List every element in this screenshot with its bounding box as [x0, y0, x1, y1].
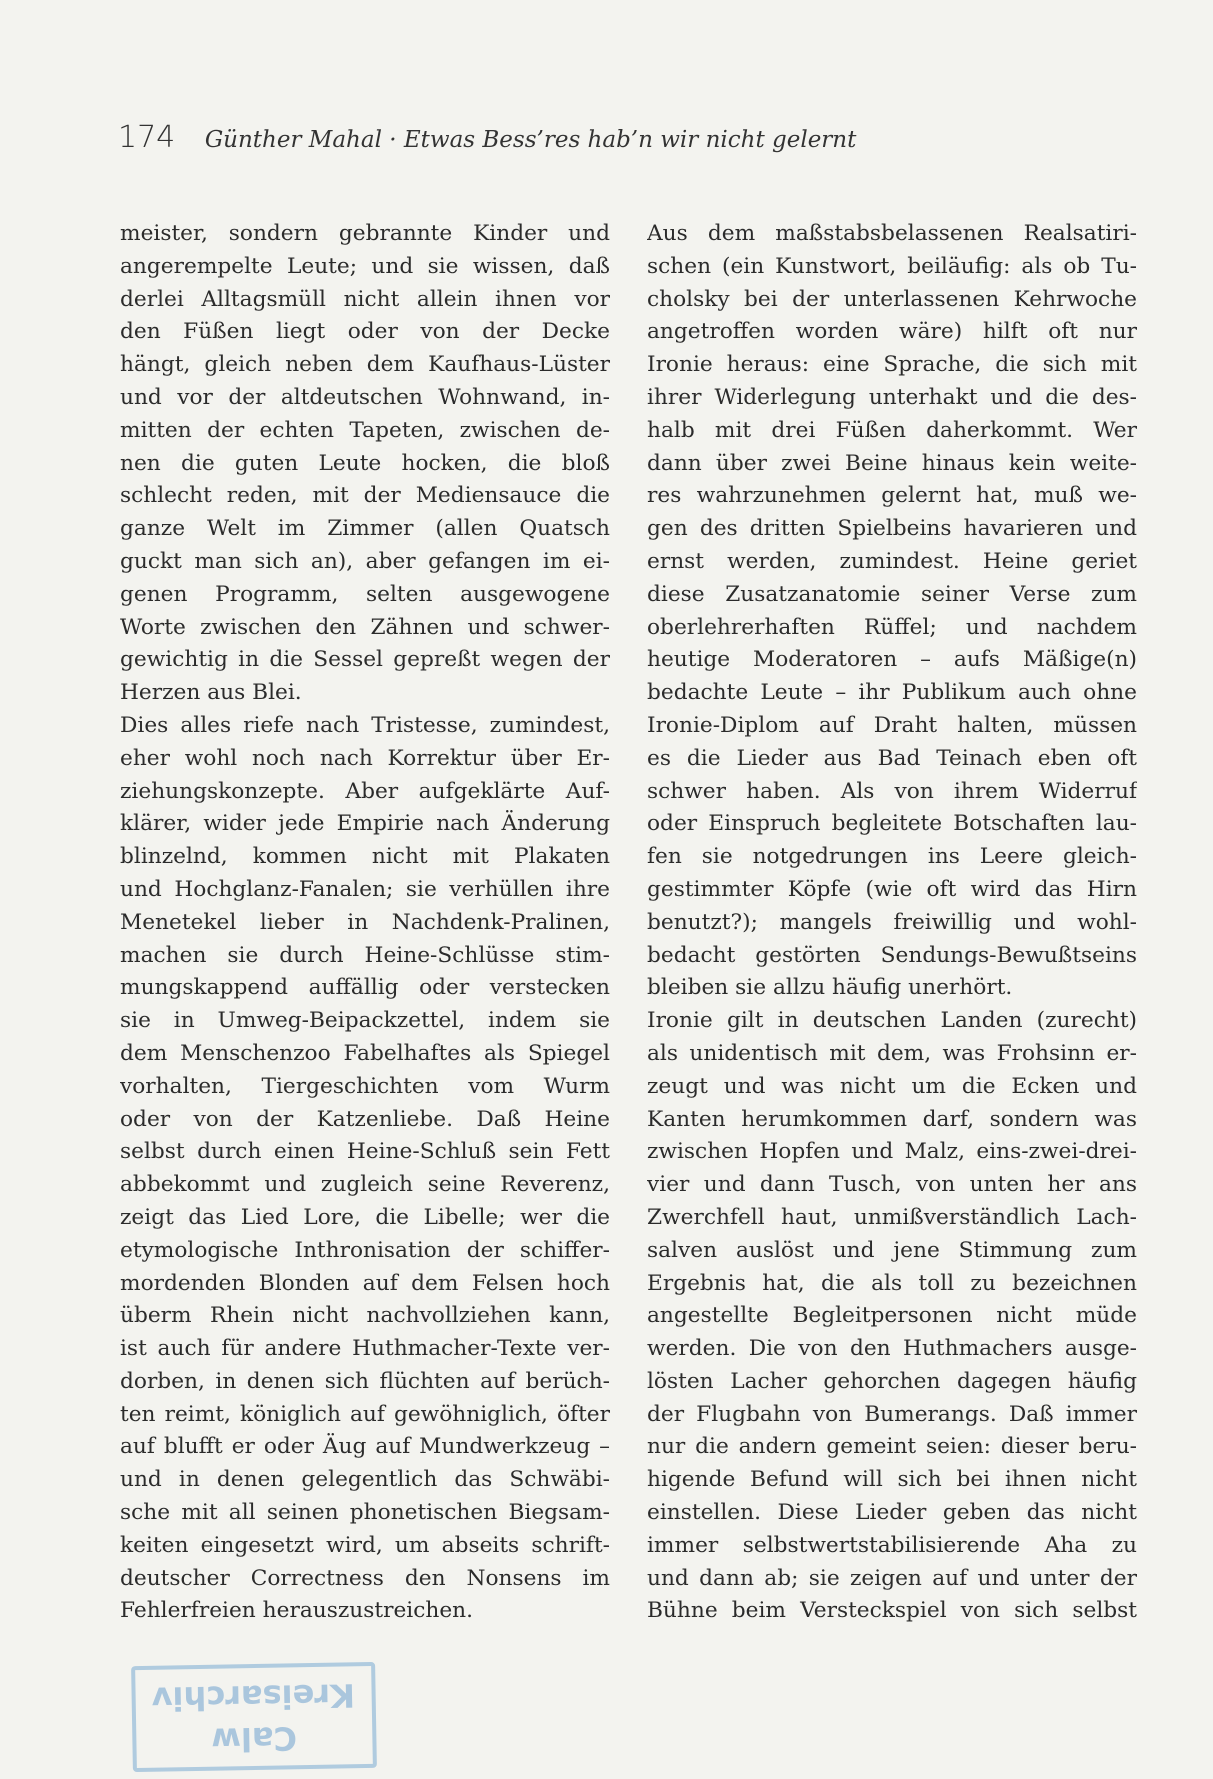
- text-line: heutige Moderatoren – aufs Mäßige(n): [647, 647, 1137, 673]
- text-line: und Hochglanz-Fanalen; sie verhüllen ihre: [120, 876, 610, 902]
- text-line: der Flugbahn von Bumerangs. Daß immer: [647, 1401, 1137, 1427]
- text-line: vorhalten, Tiergeschichten vom Wurm: [120, 1073, 610, 1099]
- text-line: immer selbstwertstabilisierende Aha zu: [647, 1532, 1137, 1558]
- text-line: mungskappend auffällig oder verstecken: [120, 975, 610, 1001]
- text-line: mitten der echten Tapeten, zwischen de-: [120, 417, 610, 443]
- text-line: oder von der Katzenliebe. Daß Heine: [120, 1106, 610, 1132]
- text-line: schlecht reden, mit der Mediensauce die: [120, 483, 610, 509]
- text-line: lösten Lacher gehorchen dagegen häufig: [647, 1368, 1137, 1394]
- stamp-text-line1: Kreisarchiv: [151, 1676, 356, 1718]
- text-line: bleiben sie allzu häufig unerhört.: [647, 975, 1013, 1001]
- text-line: eher wohl noch nach Korrektur über Er-: [120, 745, 610, 771]
- text-line: dann über zwei Beine hinaus kein weite-: [647, 450, 1137, 476]
- text-line: sie in Umweg-Beipackzettel, indem sie: [120, 1008, 610, 1034]
- text-line: dorben, in denen sich flüchten auf berüch-: [120, 1368, 610, 1394]
- text-line: bedacht gestörten Sendungs-Bewußtseins: [647, 942, 1137, 968]
- text-line: fen sie notgedrungen ins Leere gleich-: [647, 844, 1137, 870]
- text-line: den Füßen liegt oder von der Decke: [120, 319, 610, 345]
- text-line: benutzt?); mangels freiwillig und wohl-: [647, 909, 1137, 935]
- text-line: selbst durch einen Heine-Schluß sein Fett: [120, 1139, 610, 1165]
- text-line: mordenden Blonden auf dem Felsen hoch: [120, 1270, 610, 1296]
- text-line: halb mit drei Füßen daherkommt. Wer: [647, 417, 1137, 443]
- text-line: gewichtig in die Sessel gepreßt wegen der: [120, 647, 610, 673]
- text-line: diese Zusatzanatomie seiner Verse zum: [647, 581, 1137, 607]
- text-line: machen sie durch Heine-Schlüsse stim-: [120, 942, 610, 968]
- text-line: Ergebnis hat, die als toll zu bezeichnen: [647, 1270, 1137, 1296]
- text-line: angetroffen worden wäre) hilft oft nur: [647, 319, 1137, 345]
- text-line: sche mit all seinen phonetischen Biegsam-: [120, 1500, 610, 1526]
- text-line: Fehlerfreien herauszustreichen.: [120, 1598, 474, 1624]
- text-line: angestellte Begleitpersonen nicht müde: [647, 1303, 1137, 1329]
- text-line: bedachte Leute – ihr Publikum auch ohne: [647, 680, 1137, 706]
- text-line: guckt man sich an), aber gefangen im ei-: [120, 548, 610, 574]
- text-line: Herzen aus Blei.: [120, 680, 302, 706]
- left-column: [120, 218, 610, 1628]
- text-line: ist auch für andere Huthmacher-Texte ver-: [120, 1336, 610, 1362]
- text-line: nur die andern gemeint seien: dieser beru-: [647, 1434, 1137, 1460]
- right-column: [647, 218, 1137, 1628]
- text-line: ten reimt, königlich auf gewöhniglich, öfter: [120, 1401, 610, 1427]
- text-line: Dies alles riefe nach Tristesse, zumindest,: [120, 712, 610, 738]
- text-line: Worte zwischen den Zähnen und schwer-: [120, 614, 610, 640]
- text-line: angerempelte Leute; und sie wissen, daß: [120, 253, 610, 279]
- text-line: ziehungskonzepte. Aber aufgeklärte Auf-: [120, 778, 610, 804]
- text-line: genen Programm, selten ausgewogene: [120, 581, 610, 607]
- text-line: zeigt das Lied Lore, die Libelle; wer die: [120, 1204, 610, 1230]
- text-line: ganze Welt im Zimmer (allen Quatsch: [120, 516, 610, 542]
- text-line: derlei Alltagsmüll nicht allein ihnen vor: [120, 286, 610, 312]
- text-line: salven auslöst und jene Stimmung zum: [647, 1237, 1137, 1263]
- text-line: Ironie heraus: eine Sprache, die sich mit: [647, 352, 1137, 378]
- text-line: ihrer Widerlegung unterhakt und die des-: [647, 384, 1137, 410]
- text-line: schwer haben. Als von ihrem Widerruf: [647, 778, 1137, 804]
- text-line: cholsky bei der unterlassenen Kehrwoche: [647, 286, 1137, 312]
- text-line: schen (ein Kunstwort, beiläufig: als ob Tu-: [647, 253, 1137, 279]
- archive-stamp: [131, 1662, 377, 1772]
- text-line: Zwerchfell haut, unmißverständlich Lach-: [647, 1204, 1137, 1230]
- text-line: gen des dritten Spielbeins havarieren und: [647, 516, 1137, 542]
- text-line: higende Befund will sich bei ihnen nicht: [647, 1467, 1137, 1493]
- running-title: Günther Mahal · Etwas Bess’res hab’n wir nicht gelernt: [204, 127, 857, 153]
- text-line: es die Lieder aus Bad Teinach eben oft: [647, 745, 1137, 771]
- text-line: oder Einspruch begleitete Botschaften lau-: [647, 811, 1137, 837]
- text-line: dem Menschenzoo Fabelhaftes als Spiegel: [120, 1040, 610, 1066]
- text-line: hängt, gleich neben dem Kaufhaus-Lüster: [120, 352, 610, 378]
- text-line: klärer, wider jede Empirie nach Änderung: [120, 811, 610, 837]
- text-line: etymologische Inthronisation der schiffer-: [120, 1237, 610, 1263]
- text-line: Aus dem maßstabsbelassenen Realsatiri-: [647, 221, 1137, 246]
- text-line: Ironie-Diplom auf Draht halten, müssen: [647, 712, 1137, 738]
- text-line: zwischen Hopfen und Malz, eins-zwei-drei-: [647, 1139, 1137, 1165]
- text-line: Ironie gilt in deutschen Landen (zurecht): [647, 1008, 1137, 1034]
- page-number: 174: [118, 120, 176, 155]
- text-line: deutscher Correctness den Nonsens im: [120, 1565, 610, 1591]
- text-line: vier und dann Tusch, von unten her ans: [647, 1172, 1137, 1198]
- running-header: [118, 118, 856, 160]
- text-line: blinzelnd, kommen nicht mit Plakaten: [120, 844, 610, 870]
- text-line: zeugt und was nicht um die Ecken und: [647, 1073, 1137, 1099]
- text-line: einstellen. Diese Lieder geben das nicht: [647, 1500, 1137, 1526]
- text-line: und in denen gelegentlich das Schwäbi-: [120, 1467, 610, 1493]
- text-line: gestimmter Köpfe (wie oft wird das Hirn: [647, 876, 1137, 902]
- text-line: Kanten herumkommen darf, sondern was: [647, 1106, 1137, 1132]
- text-line: Bühne beim Versteckspiel von sich selbst: [647, 1598, 1137, 1624]
- text-line: Menetekel lieber in Nachdenk-Pralinen,: [120, 909, 610, 935]
- text-line: und dann ab; sie zeigen auf und unter der: [647, 1565, 1137, 1591]
- text-line: ernst werden, zumindest. Heine geriet: [647, 548, 1137, 574]
- text-line: meister, sondern gebrannte Kinder und: [120, 221, 610, 246]
- stamp-text-line2: Calw: [211, 1719, 298, 1759]
- text-line: abbekommt und zugleich seine Reverenz,: [120, 1172, 610, 1198]
- text-line: res wahrzunehmen gelernt hat, muß we-: [647, 483, 1137, 509]
- text-line: überm Rhein nicht nachvollziehen kann,: [120, 1303, 610, 1329]
- text-line: oberlehrerhaften Rüffel; und nachdem: [647, 614, 1137, 640]
- text-line: auf blufft er oder Äug auf Mundwerkzeug –: [120, 1434, 610, 1460]
- text-line: keiten eingesetzt wird, um abseits schrift-: [120, 1532, 610, 1558]
- text-line: und vor der altdeutschen Wohnwand, in-: [120, 384, 610, 410]
- text-line: nen die guten Leute hocken, die bloß: [120, 450, 610, 476]
- text-line: als unidentisch mit dem, was Frohsinn er-: [647, 1040, 1137, 1066]
- text-line: werden. Die von den Huthmachers ausge-: [647, 1336, 1137, 1362]
